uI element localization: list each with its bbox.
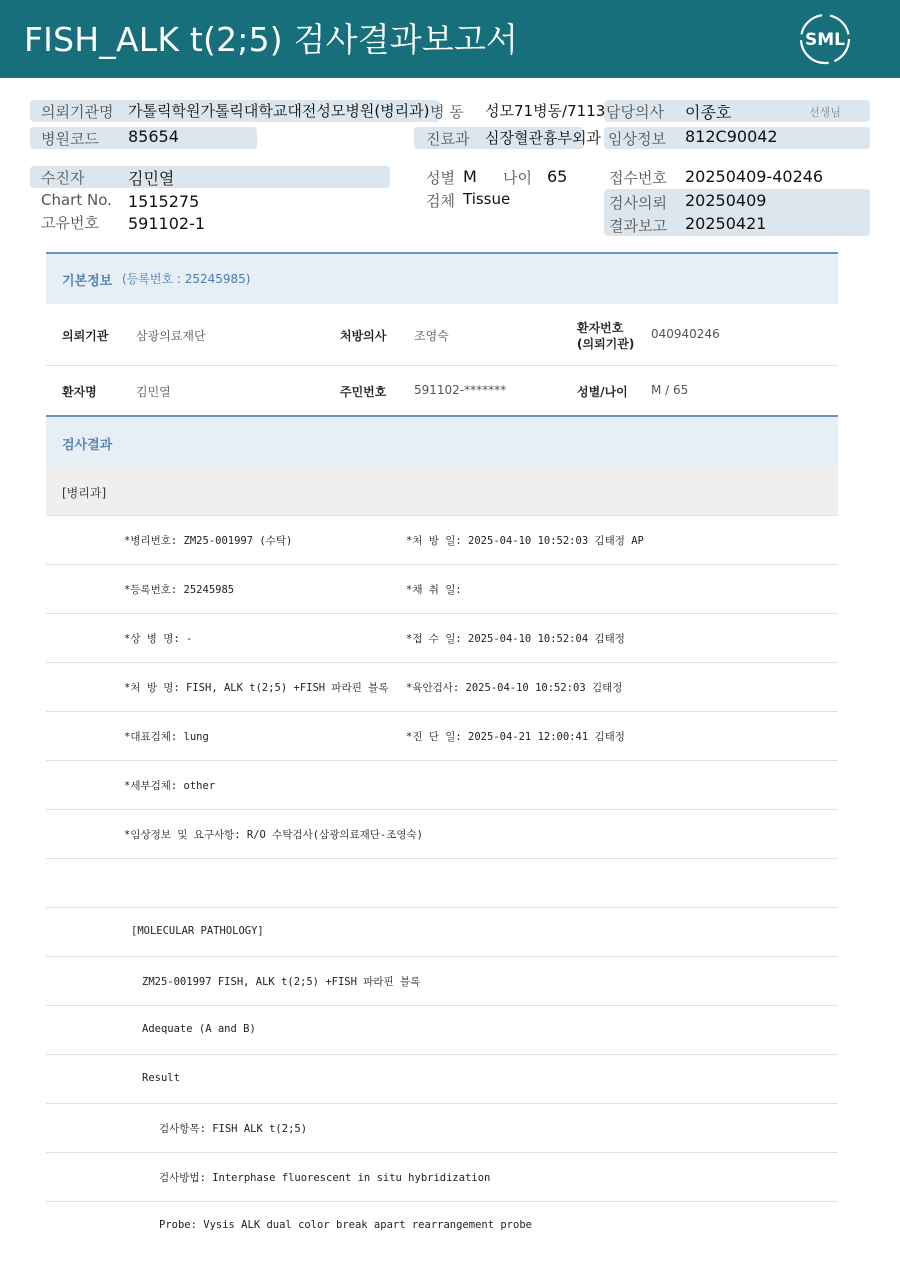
request-date-label: 검사의뢰 (609, 194, 667, 212)
divider (46, 613, 838, 614)
patient-no-sublabel: (의뢰기관) (577, 337, 635, 351)
result-field-left: *대표검체: lung (124, 731, 209, 743)
molecular-line: ZM25-001997 FISH, ALK t(2;5) +FISH 파라핀 블록 (142, 976, 421, 988)
name-label: 환자명 (62, 385, 97, 399)
clinical-info-value: 812C90042 (685, 127, 778, 146)
molecular-line: Result (142, 1072, 180, 1084)
patient-no-value: 040940246 (651, 327, 720, 341)
divider (46, 1103, 838, 1104)
result-field-right: *접 수 일: 2025-04-10 10:52:04 김태정 (406, 633, 625, 645)
basic-info-title: 기본정보 (62, 274, 113, 289)
result-field-left: *세부검체: other (124, 780, 216, 792)
department-label: 진료과 (426, 130, 470, 148)
hospital-code-label: 병원코드 (41, 130, 99, 148)
divider (46, 809, 838, 810)
rrn-label: 주민번호 (340, 385, 387, 399)
dept-band (46, 467, 838, 515)
specimen-value: Tissue (463, 190, 511, 208)
result-title: 검사결과 (62, 438, 113, 453)
molecular-line: 검사항목: FISH ALK t(2;5) (159, 1123, 308, 1135)
unique-no-value: 591102-1 (128, 214, 206, 233)
sexage-value: M / 65 (651, 383, 689, 397)
divider (46, 1152, 838, 1153)
patient-label: 수진자 (41, 169, 85, 187)
age-value: 65 (547, 167, 568, 186)
report-title: FISH_ALK t(2;5) 검사결과보고서 (24, 20, 519, 59)
result-field-left: *상 병 명: - (124, 633, 193, 645)
age-label: 나이 (503, 169, 532, 187)
result-field-right: *채 취 일: (406, 584, 462, 596)
attending-suffix: 선생님 (809, 106, 841, 119)
molecular-line: Adequate (A and B) (142, 1023, 256, 1035)
molecular-line: 검사방법: Interphase fluorescent in situ hybridization (159, 1172, 491, 1184)
molecular-line: Probe: Vysis ALK dual color break apart rearrangement probe (159, 1219, 532, 1231)
attending-label: 담당의사 (606, 103, 664, 121)
hospital-code-value: 85654 (128, 127, 179, 146)
specimen-label: 검체 (426, 192, 455, 210)
result-field-left: *임상정보 및 요구사항: R/O 수탁검사(삼광의료재단-조영숙) (124, 829, 424, 841)
sex-label: 성별 (426, 169, 455, 187)
divider (46, 1005, 838, 1006)
patient-value: 김민열 (128, 169, 175, 188)
physician-label: 처방의사 (340, 329, 387, 343)
divider (46, 711, 838, 712)
referring-institution-label: 의뢰기관명 (41, 103, 114, 121)
ward-label: 병 동 (430, 103, 464, 121)
divider (46, 858, 838, 859)
report-header (0, 0, 900, 78)
result-field-right: *진 단 일: 2025-04-21 12:00:41 김태정 (406, 731, 625, 743)
department-value: 심장혈관흉부외과 (485, 129, 601, 147)
divider (46, 1054, 838, 1055)
rrn-value: 591102-******* (414, 383, 507, 397)
unique-no-label: 고유번호 (41, 214, 99, 232)
divider (46, 662, 838, 663)
name-value: 김민열 (136, 385, 171, 399)
receipt-no-value: 20250409-40246 (685, 167, 824, 186)
result-field-left: *처 방 명: FISH, ALK t(2;5) +FISH 파라핀 블록 (124, 682, 389, 694)
clinical-info-label: 임상정보 (608, 130, 666, 148)
dept-label: [병리과] (62, 486, 107, 500)
receipt-no-label: 접수번호 (609, 169, 667, 187)
result-field-right: *처 방 일: 2025-04-10 10:52:03 김태정 AP (406, 535, 644, 547)
request-date-value: 20250409 (685, 191, 767, 210)
result-field-right: *육안검사: 2025-04-10 10:52:03 김태정 (406, 682, 623, 694)
logo-text: SML (805, 30, 845, 50)
divider (46, 956, 838, 957)
result-field-left: *병리번호: ZM25-001997 (수탁) (124, 535, 293, 547)
physician-value: 조영숙 (414, 329, 449, 343)
patient-no-label: 환자번호 (577, 321, 624, 335)
divider (46, 907, 838, 908)
referring-institution-value: 가톨릭학원가톨릭대학교대전성모병원(병리과) (128, 102, 430, 120)
sml-logo-icon (798, 12, 852, 66)
institution-value: 삼광의료재단 (136, 329, 206, 343)
basic-info-reg-no: (등록번호 : 25245985) (122, 272, 251, 286)
molecular-line: [MOLECULAR PATHOLOGY] (131, 925, 264, 937)
result-field-left: *등록번호: 25245985 (124, 584, 235, 596)
result-header (46, 415, 838, 467)
report-date-value: 20250421 (685, 214, 767, 233)
chart-no-label: Chart No. (41, 191, 112, 209)
chart-no-value: 1515275 (128, 192, 200, 211)
ward-value: 성모71병동/7113 (485, 102, 606, 120)
divider (46, 564, 838, 565)
institution-label: 의뢰기관 (62, 329, 109, 343)
sex-value: M (463, 167, 477, 186)
divider (46, 1201, 838, 1202)
attending-value: 이종호 (685, 103, 732, 122)
divider (46, 515, 838, 516)
sexage-label: 성별/나이 (577, 385, 628, 399)
divider (46, 365, 838, 366)
report-date-label: 결과보고 (609, 217, 667, 235)
divider (46, 760, 838, 761)
